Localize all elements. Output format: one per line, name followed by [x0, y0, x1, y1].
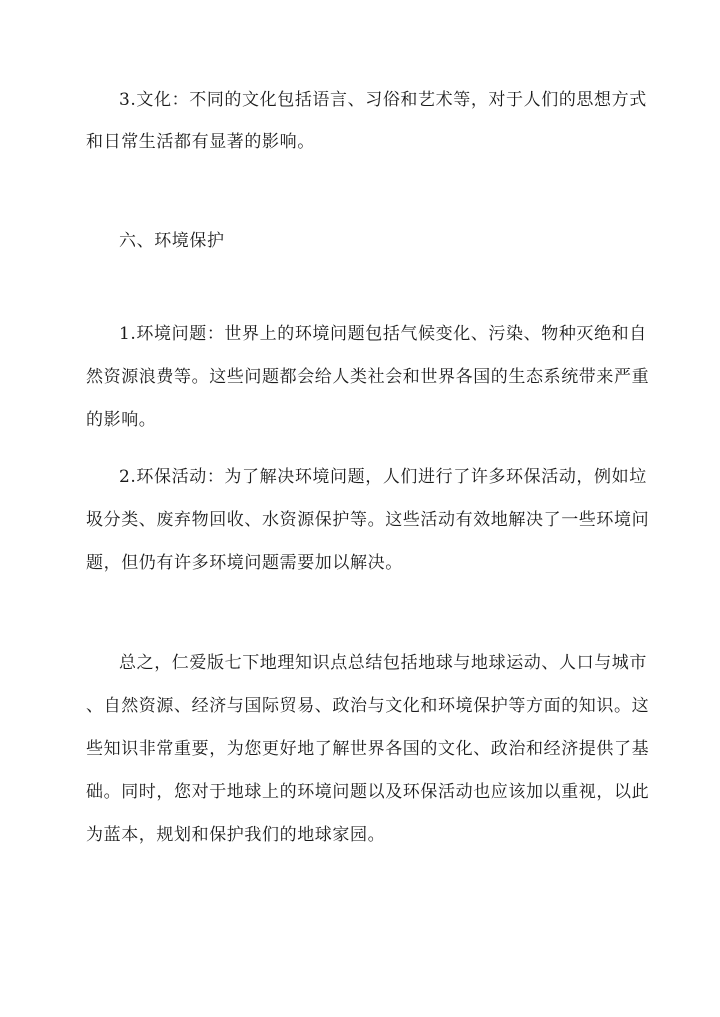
- paragraph-line: 和日常生活都有显著的影响。: [86, 132, 315, 152]
- section-heading: 六、环境保护: [119, 231, 225, 251]
- paragraph-line: 圾分类、废弃物回收、水资源保护等。这些活动有效地解决了一些环境问: [86, 510, 650, 530]
- paragraph-line: 为蓝本，规划和保护我们的地球家园。: [86, 825, 386, 845]
- paragraph-line: 的影响。: [86, 410, 157, 430]
- paragraph-line: 些知识非常重要，为您更好地了解世界各国的文化、政治和经济提供了基: [86, 739, 650, 759]
- paragraph-line: 1.环境问题：世界上的环境问题包括气候变化、污染、物种灭绝和自: [119, 324, 647, 344]
- paragraph-line: 3.文化：不同的文化包括语言、习俗和艺术等，对于人们的思想方式: [119, 90, 647, 110]
- paragraph-line: 然资源浪费等。这些问题都会给人类社会和世界各国的生态系统带来严重: [86, 367, 650, 387]
- paragraph-line: 、自然资源、经济与国际贸易、政治与文化和环境保护等方面的知识。这: [86, 696, 650, 716]
- paragraph-line: 题，但仍有许多环境问题需要加以解决。: [86, 553, 403, 573]
- paragraph-line: 础。同时，您对于地球上的环境问题以及环保活动也应该加以重视，以此: [86, 782, 650, 802]
- paragraph-line: 总之，仁爱版七下地理知识点总结包括地球与地球运动、人口与城市: [119, 653, 647, 673]
- paragraph-line: 2.环保活动：为了解决环境问题，人们进行了许多环保活动，例如垃: [119, 467, 647, 487]
